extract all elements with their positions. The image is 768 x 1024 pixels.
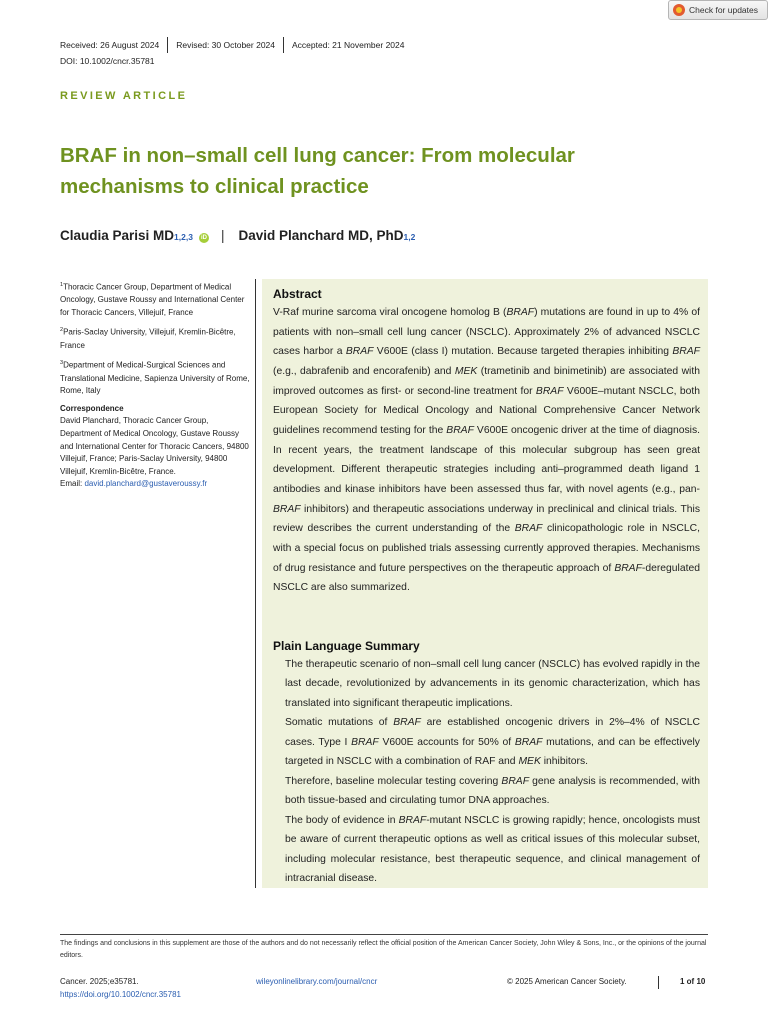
affiliations-column: [60, 279, 250, 491]
disclaimer-footnote: The findings and conclusions in this supplement are those of the authors and do not necessarily reflect the official position of the American Cancer Society, John Wiley & Sons, Inc., or the opinions of the journal editors.: [60, 940, 707, 959]
received-date: Received: 26 August 2024: [60, 40, 160, 50]
author-name[interactable]: Claudia Parisi MD: [60, 228, 175, 243]
publication-dates: [60, 37, 412, 53]
abstract-text: V-Raf murine sarcoma viral oncogene homolog B (BRAF) mutations are found in up to 4% of patients with non–small cell lung cancer (NSCLC). Approximately 2% of advanced NSCLC cases harbor a BRAF V600E (class I) mutation. Because targeted therapies inhibiting BRAF (e.g., dabrafenib and encorafenib) and MEK (trametinib and binimetinib) are associated with improved outcomes as first- or second-line treatment for BRAF V600E–mutant NSCLC, both European Society for Medical Oncology and National Comprehensive Cancer Network guidelines recommend testing for the BRAF V600E oncogenic driver at the time of diagnosis. In recent years, the treatment landscape of this molecular subgroup has seen great development. Different therapeutic strategies including anti–programmed death ligand 1 antibodies and kinase inhibitors have been assessed thus far, with novel agents (e.g., pan-BRAF inhibitors) and therapeutic associations underway in preclinical and clinical trials. This review describes the current understanding of the BRAF clinicopathologic role in NSCLC, with a special focus on published trials assessing currently approved therapies. Mechanisms of drug resistance and future perspectives on the therapeutic approach of BRAF-deregulated NSCLC are also summarized.: [273, 307, 700, 594]
crossmark-icon: [673, 4, 685, 16]
summary-paragraph: Therefore, baseline molecular testing covering BRAF gene analysis is recommended, with both tissue-based and circulating tumor DNA approaches.: [285, 775, 700, 807]
plain-language-summary: [285, 655, 700, 888]
affiliation: $^1$Thoracic Cancer Group, Department of Medical Oncology, Gustave Roussy and International Center for Thoracic Cancers, Villejuif, France: [60, 282, 245, 317]
abstract-heading: Abstract: [273, 287, 322, 301]
check-for-updates-button[interactable]: [668, 0, 768, 20]
author-affiliation-ref[interactable]: 1,2,3: [174, 232, 193, 242]
summary-paragraph: The therapeutic scenario of non–small cell lung cancer (NSCLC) has evolved rapidly in the last decade, revolutionized by advancements in its genomic characterization, which has translated into significant therapeutic implications.: [285, 659, 700, 709]
footnote-rule: [60, 934, 708, 935]
doi-header: DOI: 10.1002/cncr.35781: [60, 56, 155, 66]
citation: Cancer. 2025;e35781.: [60, 977, 139, 986]
column-divider: [255, 279, 256, 888]
page-number: 1 of 10: [680, 977, 706, 986]
author-list: [60, 228, 415, 244]
orcid-icon[interactable]: iD: [200, 235, 207, 241]
citation-block: [60, 976, 181, 1001]
article-type: REVIEW ARTICLE: [60, 90, 188, 102]
journal-link[interactable]: wileyonlinelibrary.com/journal/cncr: [256, 977, 378, 986]
doi-link[interactable]: https://doi.org/10.1002/cncr.35781: [60, 989, 181, 999]
author-name[interactable]: David Planchard MD, PhD: [238, 228, 404, 243]
summary-paragraph: The body of evidence in BRAF-mutant NSCLC is growing rapidly; hence, oncologists must be aware of current therapeutic options as well as critical issues of this molecular subset, including molecular resistance, best therapeutic sequence, and clinical management of intracranial disease.: [285, 814, 700, 884]
correspondence-email: Email: david.planchard@gustaveroussy.fr: [60, 479, 208, 489]
footer-divider: [658, 976, 659, 989]
summary-paragraph: Somatic mutations of BRAF are established oncogenic drivers in 2%–4% of NSCLC cases. Type I BRAF V600E accounts for 50% of BRAF mutations, and can be effectively targeted in NSCLC with a combination of RAF and MEK inhibitors.: [285, 717, 700, 768]
article-title: BRAF in non–small cell lung cancer: From molecular mechanisms to clinical practice: [60, 144, 575, 198]
check-for-updates-label: Check for updates: [689, 5, 758, 15]
correspondence-heading: Correspondence: [60, 403, 124, 413]
copyright: © 2025 American Cancer Society.: [507, 977, 627, 986]
accepted-date: Accepted: 21 November 2024: [283, 37, 412, 53]
email-link[interactable]: david.planchard@gustaveroussy.fr: [84, 479, 208, 489]
correspondence-address: David Planchard, Thoracic Cancer Group, Department of Medical Oncology, Gustave Roussy and International Center for Thoracic Cancers, 94800 Villejuif, France; Paris-Saclay University, 94800 Villejuif, Kremlin-Bicêtre, France.: [60, 416, 249, 476]
affiliation: $^2$Paris-Saclay University, Villejuif, Kremlin-Bicêtre, France: [60, 327, 236, 350]
author-separator: |: [220, 228, 225, 243]
revised-date: Revised: 30 October 2024: [167, 37, 283, 53]
plain-language-summary-heading: Plain Language Summary: [273, 639, 420, 653]
affiliation: $^3$Department of Medical-Surgical Sciences and Translational Medicine, Sapienza University of Rome, Rome, Italy: [60, 360, 250, 396]
author-affiliation-ref[interactable]: 1,2: [403, 232, 416, 242]
